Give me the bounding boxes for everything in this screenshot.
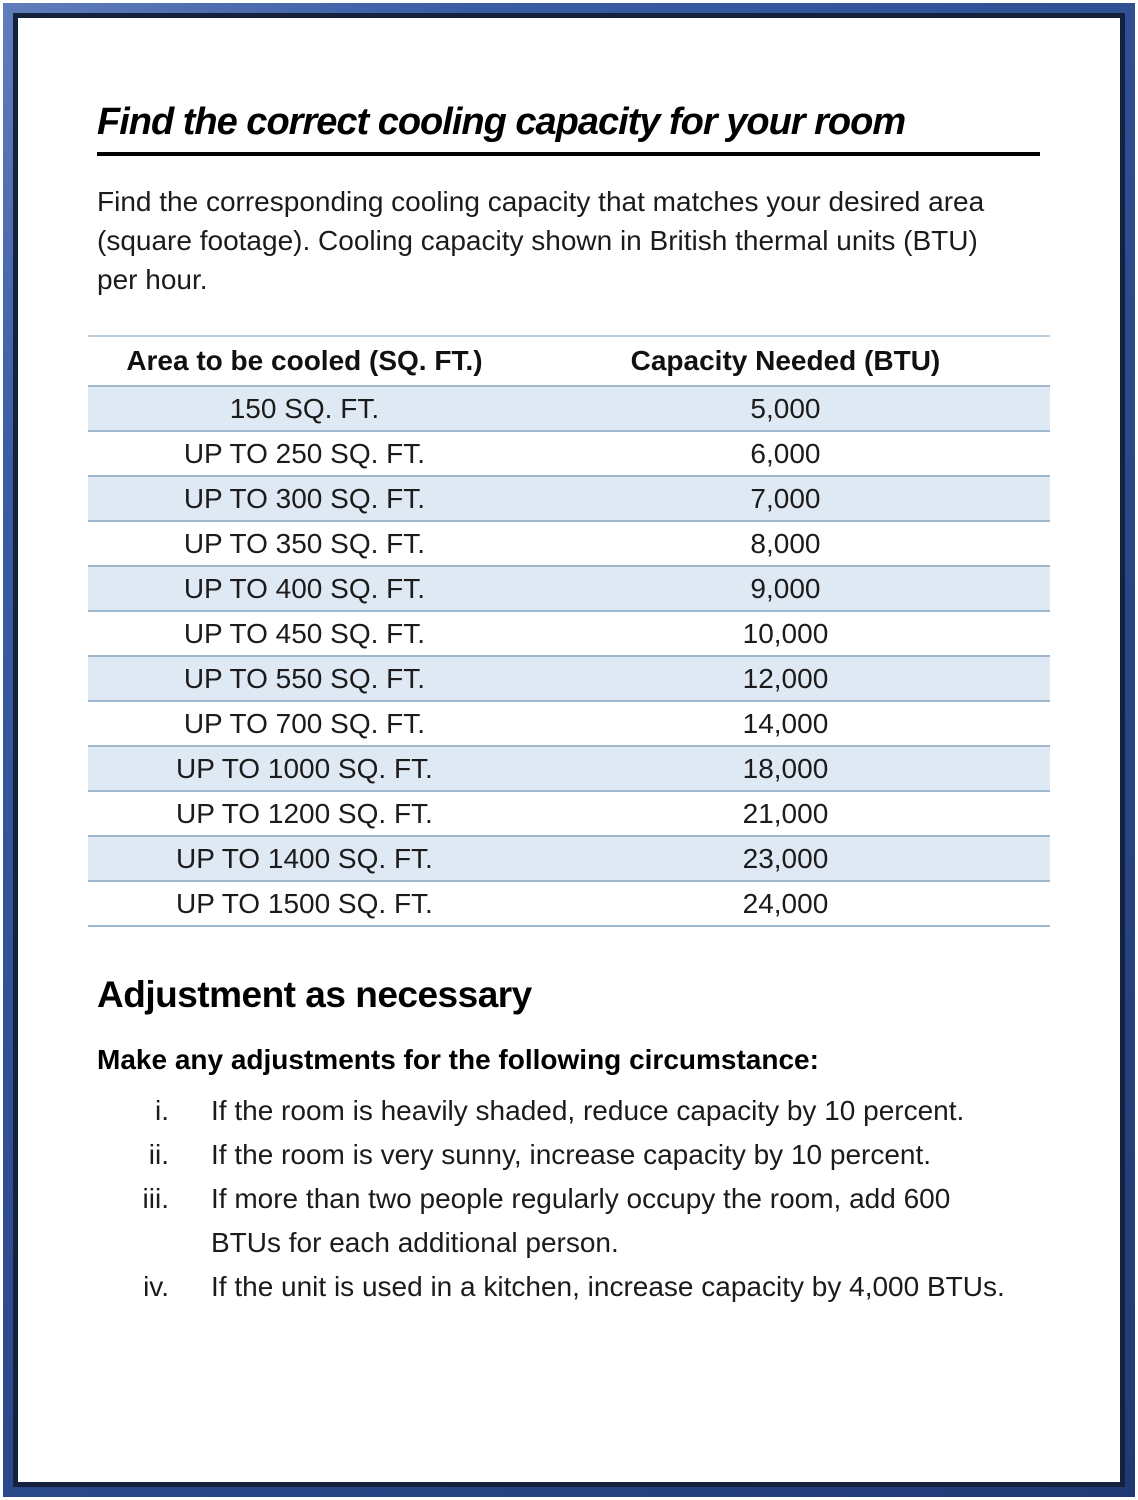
cooling-capacity-table (88, 335, 1050, 927)
adjustment-item-numeral: iii. (142, 1183, 169, 1214)
cell-capacity: 5,000 (521, 386, 1050, 431)
cell-area: 150 SQ. FT. (88, 386, 521, 431)
cell-capacity: 21,000 (521, 791, 1050, 836)
table-row (88, 656, 1050, 701)
cell-area: UP TO 450 SQ. FT. (88, 611, 521, 656)
table-row (88, 566, 1050, 611)
column-header-capacity: Capacity Needed (BTU) (521, 336, 1050, 386)
adjustment-item (97, 1177, 1042, 1265)
column-header-area: Area to be cooled (SQ. FT.) (88, 336, 521, 386)
cell-capacity: 9,000 (521, 566, 1050, 611)
adjustment-list (97, 1089, 1042, 1309)
page-title: Find the correct cooling capacity for your room (97, 98, 1040, 156)
page-border-outer (3, 3, 1135, 1497)
cell-area: UP TO 250 SQ. FT. (88, 431, 521, 476)
cell-capacity: 10,000 (521, 611, 1050, 656)
cell-area: UP TO 1200 SQ. FT. (88, 791, 521, 836)
table-header-row (88, 336, 1050, 386)
adjustment-item-text: If the unit is used in a kitchen, increase capacity by 4,000 BTUs. (211, 1271, 1005, 1302)
adjustment-section-heading: Adjustment as necessary (97, 974, 532, 1015)
adjustment-item-text: If the room is heavily shaded, reduce capacity by 10 percent. (211, 1095, 965, 1126)
adjustment-item (97, 1089, 1042, 1133)
cell-area: UP TO 350 SQ. FT. (88, 521, 521, 566)
table-row (88, 746, 1050, 791)
table-row (88, 791, 1050, 836)
cell-area: UP TO 1400 SQ. FT. (88, 836, 521, 881)
cell-capacity: 6,000 (521, 431, 1050, 476)
table-row (88, 431, 1050, 476)
adjustment-item-numeral: iv. (143, 1271, 169, 1302)
capacity-table-body (88, 386, 1050, 926)
table-row (88, 476, 1050, 521)
table-row (88, 836, 1050, 881)
intro-paragraph: Find the corresponding cooling capacity that matches your desired area (square footage). Cooling capacity shown in British thermal units (BTU) per hour. (97, 186, 985, 295)
cell-area: UP TO 1000 SQ. FT. (88, 746, 521, 791)
adjustment-item-text: If the room is very sunny, increase capacity by 10 percent. (211, 1139, 932, 1170)
cell-capacity: 14,000 (521, 701, 1050, 746)
adjustment-item (97, 1265, 1042, 1309)
table-row (88, 701, 1050, 746)
cell-area: UP TO 400 SQ. FT. (88, 566, 521, 611)
adjustment-item-numeral: i. (155, 1095, 169, 1126)
page-content (18, 18, 1120, 1309)
cell-area: UP TO 700 SQ. FT. (88, 701, 521, 746)
adjustment-subheading: Make any adjustments for the following circumstance: (97, 1044, 819, 1075)
adjustment-item (97, 1133, 1042, 1177)
adjustment-item-numeral: ii. (148, 1139, 169, 1170)
page-border-inner (13, 13, 1125, 1487)
cell-area: UP TO 550 SQ. FT. (88, 656, 521, 701)
cell-capacity: 18,000 (521, 746, 1050, 791)
table-row (88, 521, 1050, 566)
capacity-table-header (88, 336, 1050, 386)
cell-capacity: 8,000 (521, 521, 1050, 566)
cell-capacity: 23,000 (521, 836, 1050, 881)
cell-capacity: 7,000 (521, 476, 1050, 521)
cell-capacity: 24,000 (521, 881, 1050, 926)
cell-area: UP TO 300 SQ. FT. (88, 476, 521, 521)
cell-area: UP TO 1500 SQ. FT. (88, 881, 521, 926)
table-row (88, 881, 1050, 926)
table-row (88, 386, 1050, 431)
cell-capacity: 12,000 (521, 656, 1050, 701)
table-row (88, 611, 1050, 656)
adjustment-item-text: If more than two people regularly occupy the room, add 600 BTUs for each additional person. (211, 1183, 951, 1258)
